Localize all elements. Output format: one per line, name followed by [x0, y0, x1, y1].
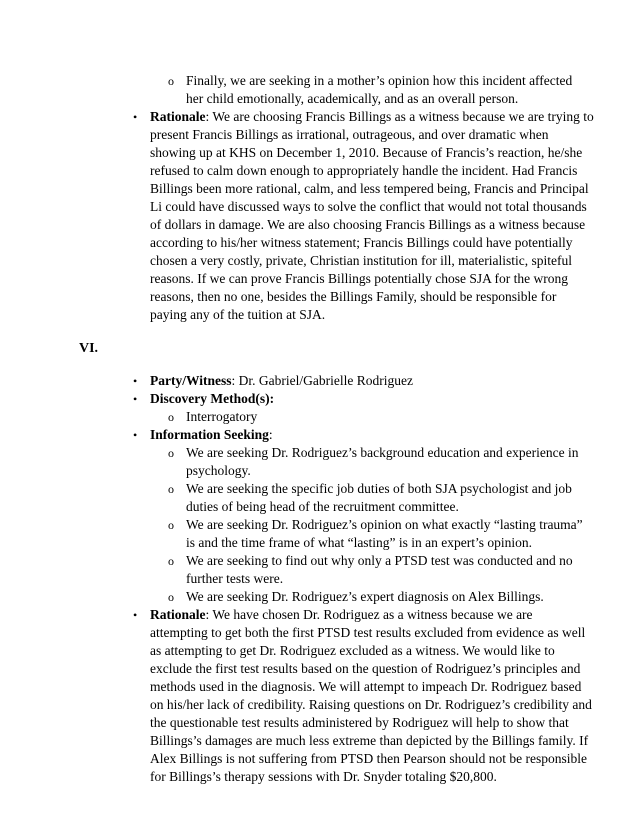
- rationale1-first-rest: : We are choosing Francis Billings as a witness because we are trying to: [205, 109, 594, 124]
- party-label: Party/Witness: [150, 373, 232, 388]
- bullet-marker: •: [133, 608, 138, 622]
- rationale1-line: refused to calm down enough to appropriately handle the incident. Had Francis: [150, 163, 578, 178]
- rationale1-line: Li could have discussed ways to solve the conflict that would not total thousands: [150, 199, 587, 214]
- rationale1-line: Billings been more rational, calm, and less tempered being, Francis and Principal: [150, 181, 589, 196]
- rationale1-line: present Francis Billings as irrational, outrageous, and over dramatic when: [150, 127, 549, 142]
- sub-bullet-marker: o: [168, 590, 174, 604]
- info-item-line: is and the time frame of what “lasting” is in an expert’s opinion.: [186, 535, 533, 550]
- sub-bullet-marker: o: [168, 518, 174, 532]
- info-label: Information Seeking: [150, 427, 269, 442]
- rationale2-line: on his/her lack of credibility. Raising questions on Dr. Rodriguez’s credibility and: [150, 697, 592, 712]
- rationale2-first-line: [150, 606, 533, 624]
- rationale2-first-rest: : We have chosen Dr. Rodriguez as a witness because we are: [205, 607, 533, 622]
- rationale2-line: as attempting to get Dr. Rodriguez excluded as a witness. We would like to: [150, 643, 555, 658]
- bullet-marker: •: [133, 374, 138, 388]
- rationale1-line: chosen a very costly, private, Christian institution for ill, materialistic, spiteful: [150, 253, 573, 268]
- intro-sub-line-2: her child emotionally, academically, and as an overall person.: [186, 91, 519, 106]
- rationale2-label: Rationale: [150, 607, 206, 622]
- sub-bullet-marker: o: [168, 446, 174, 460]
- rationale1-line: paying any of the tuition at SJA.: [150, 307, 326, 322]
- bullet-marker: •: [133, 392, 138, 406]
- sub-bullet-marker: o: [168, 410, 174, 424]
- discovery-line: [150, 390, 274, 408]
- info-item-line: We are seeking Dr. Rodriguez’s background education and experience in: [186, 445, 579, 460]
- rationale2-line: Billings’s damages are much less extreme than depicted by the Billings family. If: [150, 733, 589, 748]
- info-seeking-line: [150, 426, 273, 444]
- rationale2-line: methods used in the diagnosis. We will attempt to impeach Dr. Rodriguez based: [150, 679, 582, 694]
- discovery-label: Discovery Method(s): [150, 391, 270, 406]
- bullet-marker: •: [133, 428, 138, 442]
- info-colon: :: [268, 427, 273, 442]
- info-item-line: We are seeking Dr. Rodriguez’s opinion on what exactly “lasting trauma”: [186, 517, 583, 532]
- rationale1-first-line: [150, 108, 594, 126]
- discovery-colon: :: [269, 391, 275, 406]
- section-heading: VI.: [79, 341, 99, 356]
- rationale2-line: the questionable test results administered by Rodriguez will help to show that: [150, 715, 569, 730]
- party-witness-line: [150, 372, 413, 390]
- sub-bullet-marker: o: [168, 554, 174, 568]
- rationale1-line: reasons, then no one, besides the Billings Family, should be responsible for: [150, 289, 557, 304]
- sub-bullet-marker: o: [168, 74, 174, 88]
- bullet-marker: •: [133, 110, 138, 124]
- rationale2-line: Alex Billings is not suffering from PTSD then Pearson should not be responsible: [150, 751, 587, 766]
- rationale2-line: attempting to get both the first PTSD test results excluded from evidence as well: [150, 625, 586, 640]
- info-item-line: We are seeking to find out why only a PTSD test was conducted and no: [186, 553, 573, 568]
- info-item-line: We are seeking Dr. Rodriguez’s expert diagnosis on Alex Billings.: [186, 589, 544, 604]
- info-item-line: We are seeking the specific job duties of both SJA psychologist and job: [186, 481, 572, 496]
- info-item-line: further tests were.: [186, 571, 284, 586]
- rationale2-line: for Billings’s therapy sessions with Dr. Snyder totaling $20,800.: [150, 769, 497, 784]
- info-item-line: psychology.: [186, 463, 251, 478]
- rationale1-line: showing up at KHS on December 1, 2010. Because of Francis’s reaction, he/she: [150, 145, 583, 160]
- intro-sub-line-1: Finally, we are seeking in a mother’s opinion how this incident affected: [186, 73, 573, 88]
- rationale1-line: reasons. If we can prove Francis Billings potentially chose SJA for the wrong: [150, 271, 569, 286]
- sub-bullet-marker: o: [168, 482, 174, 496]
- rationale1-line: of dollars in damage. We are also choosing Francis Billings as a witness because: [150, 217, 586, 232]
- rationale2-line: exclude the first test results based on the question of Rodriguez’s principles and: [150, 661, 581, 676]
- discovery-item: Interrogatory: [186, 409, 258, 424]
- info-item-line: duties of being head of the recruitment committee.: [186, 499, 459, 514]
- rationale1-label: Rationale: [150, 109, 206, 124]
- rationale1-line: according to his/her witness statement; Francis Billings could have potentially: [150, 235, 573, 250]
- party-value: : Dr. Gabriel/Gabrielle Rodriguez: [231, 373, 413, 388]
